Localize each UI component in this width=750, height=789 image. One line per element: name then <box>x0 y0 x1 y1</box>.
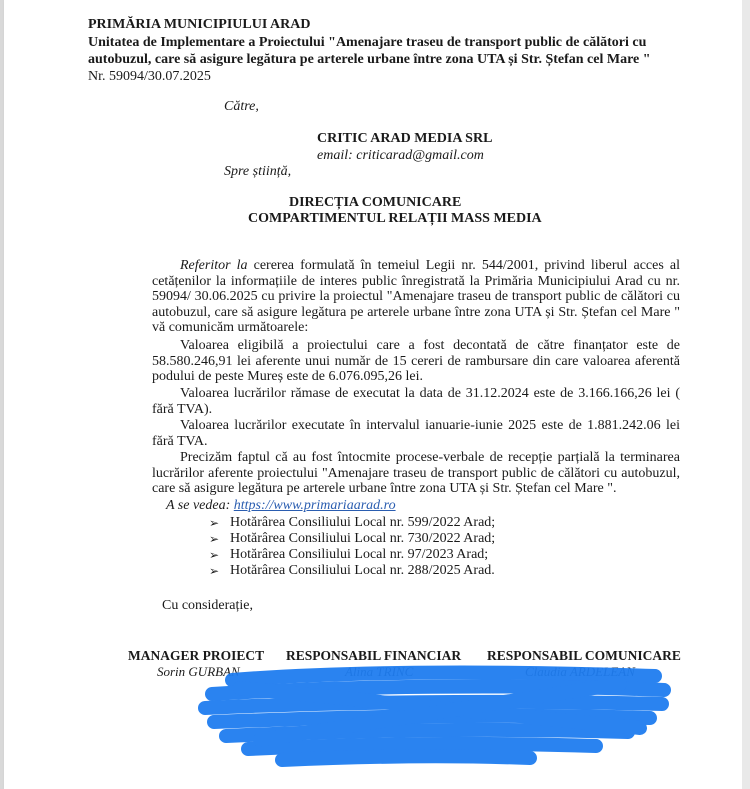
signature-role-financial: RESPONSABIL FINANCIAR <box>286 648 462 663</box>
to-label: Către, <box>224 99 259 114</box>
department-section: COMPARTIMENTUL RELAȚII MASS MEDIA <box>248 211 542 226</box>
paragraph-request-lead: Referitor la <box>180 258 248 273</box>
website-link[interactable]: https://www.primariaarad.ro <box>233 498 396 513</box>
paragraph-request-text: cererea formulată în temeiul Legii nr. 544/2001, privind liberul acces al cetățenilor la informațiile de interes public înregistrată la Primăria Municipiului Arad cu nr. 59094/ 30.06.2025 cu privire la proiectul "Amenajare traseu de transport public de călători cu autobuzul, care să asigure legătura pe arterele urbane între zona UTA și Str. Ștefan cel Mare " vă comunicăm următoarele: <box>152 258 680 336</box>
bullet-icon: ➢ <box>209 516 220 530</box>
signature-name-communication: Claudia ARDELEAN <box>525 664 635 679</box>
department-name: DIRECȚIA COMUNICARE <box>289 195 462 210</box>
signature-role-communication: RESPONSABIL COMUNICARE <box>487 648 681 663</box>
bullet-icon: ➢ <box>209 532 220 546</box>
recipient-name: CRITIC ARAD MEDIA SRL <box>317 131 493 146</box>
signature-role-manager: MANAGER PROIECT <box>128 648 265 663</box>
see-also-label: A se vedea: <box>166 498 231 513</box>
decision-item: Hotărârea Consiliului Local nr. 599/2022 Arad; <box>230 515 496 530</box>
cc-label: Spre știință, <box>224 164 292 179</box>
decision-item: Hotărârea Consiliului Local nr. 730/2022 Arad; <box>230 531 496 546</box>
decision-item: Hotărârea Consiliului Local nr. 97/2023 Arad; <box>230 547 489 562</box>
project-unit-line-2: autobuzul, care să asigure legătura pe arterele urbane între zona UTA și Str. Ștefan cel Mare " <box>88 52 651 67</box>
decision-item: Hotărârea Consiliului Local nr. 288/2025 Arad. <box>230 563 495 578</box>
bullet-icon: ➢ <box>209 548 220 562</box>
paragraph-executed-works: Valoarea lucrărilor executate în intervalul ianuarie-iunie 2025 este de 1.881.242.06 lei fără TVA. <box>152 418 680 449</box>
project-unit-line-1: Unitatea de Implementare a Proiectului "Amenajare traseu de transport public de călători cu <box>88 35 647 50</box>
paragraph-remaining-works: Valoarea lucrărilor rămase de executat la data de 31.12.2024 este de 3.166.166,26 lei ( fără TVA). <box>152 386 680 417</box>
paragraph-eligible-value: Valoarea eligibilă a proiectului care a fost decontată de către finanțator este de 58.580.246,91 lei aferente unui număr de 15 cereri de rambursare din care valoarea aferentă podului de peste Mureș este de 6.076.095,26 lei. <box>152 338 680 385</box>
closing-formula: Cu considerație, <box>162 598 253 613</box>
signature-name-manager: Sorin GURBAN <box>157 664 240 679</box>
recipient-email: email: criticarad@gmail.com <box>317 148 484 163</box>
signature-name-financial: Alina TRINC <box>345 664 414 679</box>
paragraph-reception: Precizăm faptul că au fost întocmite procese-verbale de recepție parțială la terminarea lucrărilor aferente proiectului "Amenajare traseu de transport public de călători cu autobuzul, care să asigure legătura pe arterele urbane între zona UTA și Str. Ștefan cel Mare ". <box>152 450 680 497</box>
institution-name: PRIMĂRIA MUNICIPIULUI ARAD <box>88 17 311 32</box>
registration-number: Nr. 59094/30.07.2025 <box>88 69 211 84</box>
bullet-icon: ➢ <box>209 564 220 578</box>
